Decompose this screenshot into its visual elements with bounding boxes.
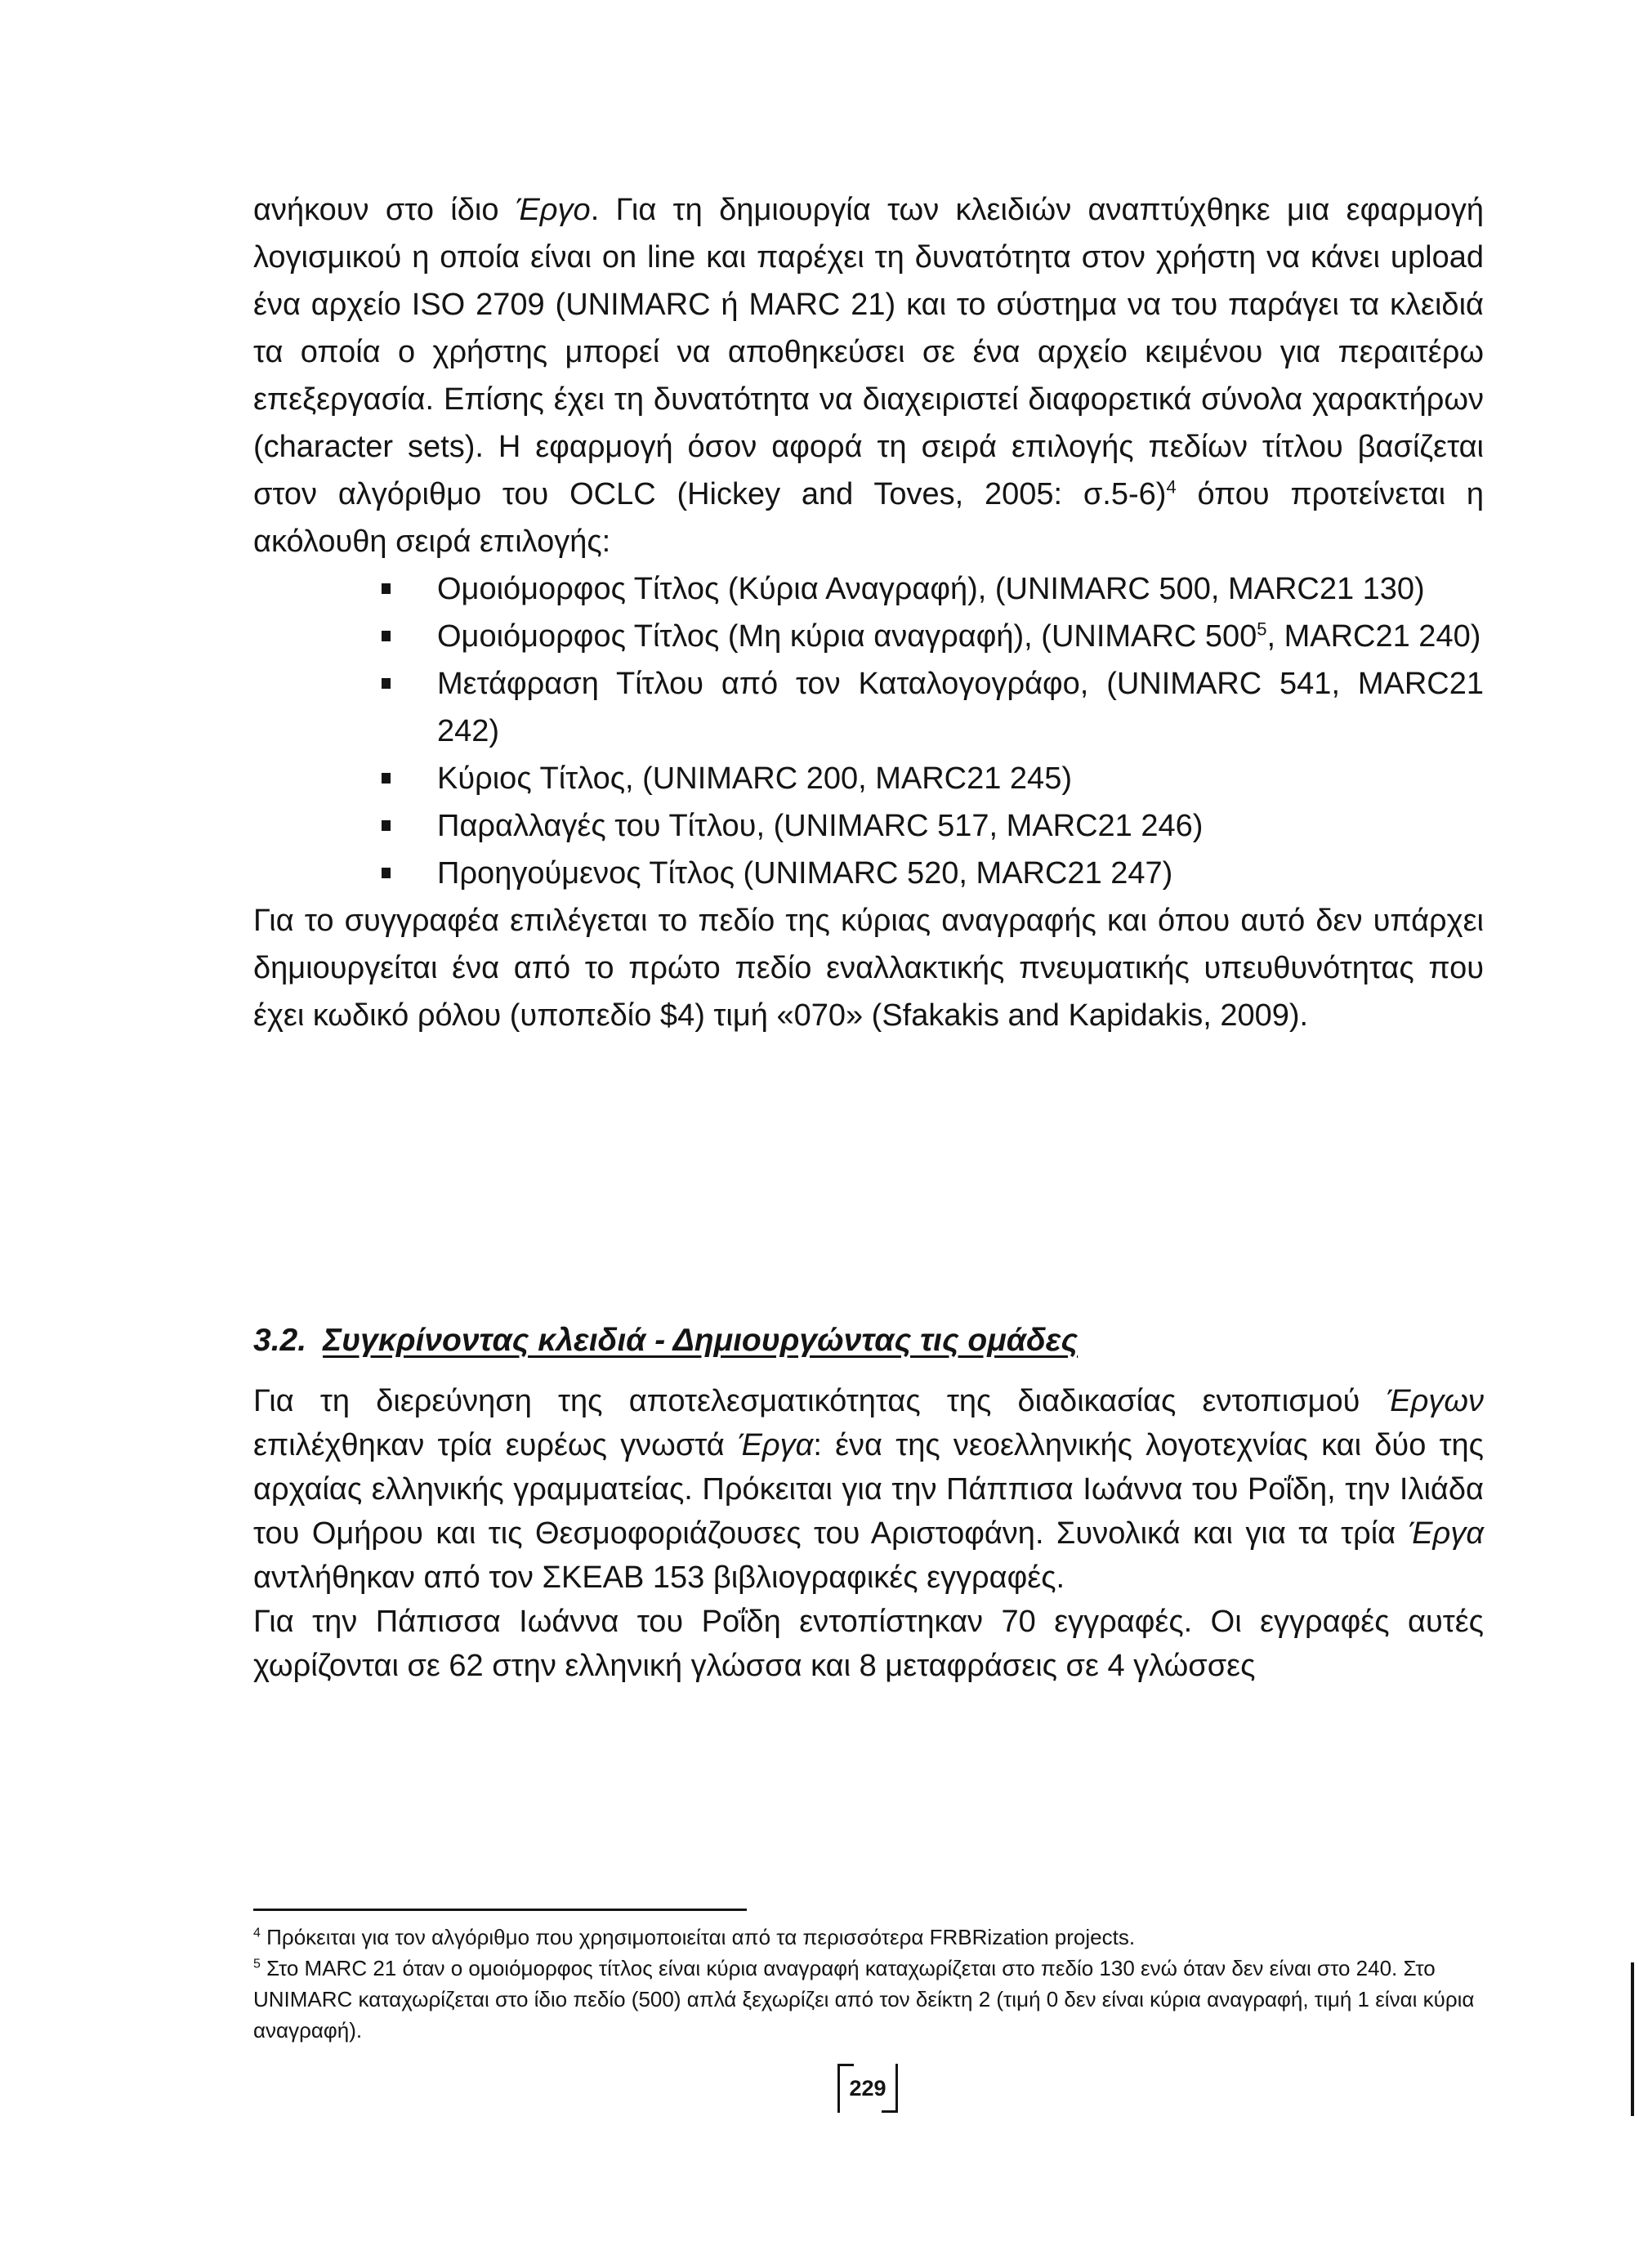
list-item <box>253 613 1484 660</box>
section-text-c: : ένα της νεοελληνικής λογοτεχνίας και δύο της αρχαίας ελληνικής γραμματείας. Πρόκειται για την Πάππισα Ιωάννα του Ροΐδη, την Ιλιάδα του Ομήρου και τις Θεσμοφοριάζουσες του Αριστοφάνη. Συνολικά και για τα τρία <box>253 1428 1484 1551</box>
section-heading <box>253 1317 1078 1364</box>
section-body <box>253 1379 1484 1688</box>
list-item <box>253 802 1484 850</box>
section-paragraph-1 <box>253 1379 1484 1600</box>
footnote-number: 5 <box>253 1957 261 1971</box>
section-text-em2: Έργα <box>737 1428 814 1462</box>
list-item <box>253 660 1484 755</box>
list-item-text: Μετάφραση Τίτλου από τον Καταλογογράφο, (UNIMARC 541, MARC21 242) <box>437 667 1484 748</box>
edge-line <box>1631 1962 1634 2116</box>
list-item-text: Παραλλαγές του Τίτλου, (UNIMARC 517, MARC21 246) <box>437 809 1204 843</box>
square-bullet-icon <box>382 820 391 831</box>
intro-text-a: ανήκουν στο ίδιο <box>253 193 516 227</box>
section-paragraph-2: Για την Πάπισσα Ιωάννα του Ροΐδη εντοπίστηκαν 70 εγγραφές. Οι εγγραφές αυτές χωρίζονται σε 62 στην ελληνική γλώσσα και 8 μεταφράσεις σε 4 γλώσσες <box>253 1605 1484 1683</box>
footnotes <box>253 1922 1484 2046</box>
footnote-4 <box>253 1922 1484 1953</box>
section-text-em1: Έργων <box>1386 1384 1484 1418</box>
square-bullet-icon <box>382 773 391 784</box>
section-text-a: Για τη διερεύνηση της αποτελεσματικότητας της διαδικασίας εντοπισμού <box>253 1384 1387 1418</box>
intro-text-c: όπου προτείνεται η ακόλουθη σειρά επιλογής: <box>253 477 1484 559</box>
list-item-text: Κύριος Τίτλος, (UNIMARC 200, MARC21 245) <box>437 761 1072 796</box>
footnote-ref-5[interactable]: 5 <box>1257 618 1267 640</box>
list-item <box>253 850 1484 897</box>
list-item <box>253 755 1484 802</box>
page-number: 229 <box>837 2064 898 2113</box>
square-bullet-icon <box>382 583 391 594</box>
intro-text-b: . Για τη δημιουργία των κλειδιών αναπτύχθηκε μια εφαρμογή λογισμικού η οποία είναι on line και παρέχει τη δυνατότητα στον χρήστη να κάνει upload ένα αρχείο ISO 2709 (UNIMARC ή MARC 21) και το σύστημα να του παράγει τα κλειδιά τα οποία ο χρήστης μπορεί να αποθηκεύσει σε ένα αρχείο κειμένου για περαιτέρω επεξεργασία. Επίσης έχει τη δυνατότητα να διαχειριστεί διαφορετικά σύνολα χαρακτήρων (character sets). Η εφαρμογή όσον αφορά τη σειρά επιλογής πεδίων τίτλου βασίζεται στον αλγόριθμο του OCLC (Hickey and Toves, 2005: σ.5-6) <box>253 193 1484 511</box>
section-title: Συγκρίνοντας κλειδιά - Δημιουργώντας τις ομάδες <box>323 1323 1079 1358</box>
intro-text-emphasis: Έργο <box>515 193 591 227</box>
section-text-d: αντλήθηκαν από τον ΣΚΕΑΒ 153 βιβλιογραφικές εγγραφές. <box>253 1560 1065 1595</box>
footnote-text: Πρόκειται για τον αλγόριθμο που χρησιμοποιείται από τα περισσότερα FRBRization projects. <box>266 1925 1136 1949</box>
list-item-text-rest: , MARC21 240) <box>1266 619 1481 654</box>
footnote-ref-4[interactable]: 4 <box>1166 476 1177 498</box>
section-number: 3.2. <box>253 1323 307 1358</box>
main-text-block <box>253 186 1484 1039</box>
list-item-text: Ομοιόμορφος Τίτλος (Μη κύρια αναγραφή), (UNIMARC 500 <box>437 619 1257 654</box>
square-bullet-icon <box>382 631 391 641</box>
square-bullet-icon <box>382 678 391 689</box>
footnote-divider <box>253 1909 747 1911</box>
list-item-text: Ομοιόμορφος Τίτλος (Κύρια Αναγραφή), (UNIMARC 500, MARC21 130) <box>437 572 1425 606</box>
section-text-em3: Έργα <box>1408 1516 1484 1551</box>
section-text-b: επιλέχθηκαν τρία ευρέως γνωστά <box>253 1428 738 1462</box>
title-field-order-list <box>253 565 1484 897</box>
footnote-text: Στο MARC 21 όταν ο ομοιόμορφος τίτλος είναι κύρια αναγραφή καταχωρίζεται στο πεδίο 130 ενώ όταν δεν είναι στο 240. Στο UNIMARC καταχωρίζεται στο ίδιο πεδίο (500) απλά ξεχωρίζει από τον δείκτη 2 (τιμή 0 δεν είναι κύρια αναγραφή, τιμή 1 είναι κύρια αναγραφή). <box>253 1956 1475 2043</box>
square-bullet-icon <box>382 868 391 878</box>
list-item-text: Προηγούμενος Τίτλος (UNIMARC 520, MARC21 247) <box>437 856 1173 891</box>
intro-paragraph <box>253 186 1484 565</box>
footnote-5 <box>253 1953 1484 2046</box>
list-item <box>253 565 1484 613</box>
footnote-number: 4 <box>253 1926 261 1940</box>
author-paragraph: Για το συγγραφέα επιλέγεται το πεδίο της κύριας αναγραφής και όπου αυτό δεν υπάρχει δημιουργείται ένα από το πρώτο πεδίο εναλλακτικής πνευματικής υπευθυνότητας που έχει κωδικό ρόλου (υποπεδίο $4) τιμή «070» (Sfakakis and Kapidakis, 2009). <box>253 904 1484 1033</box>
